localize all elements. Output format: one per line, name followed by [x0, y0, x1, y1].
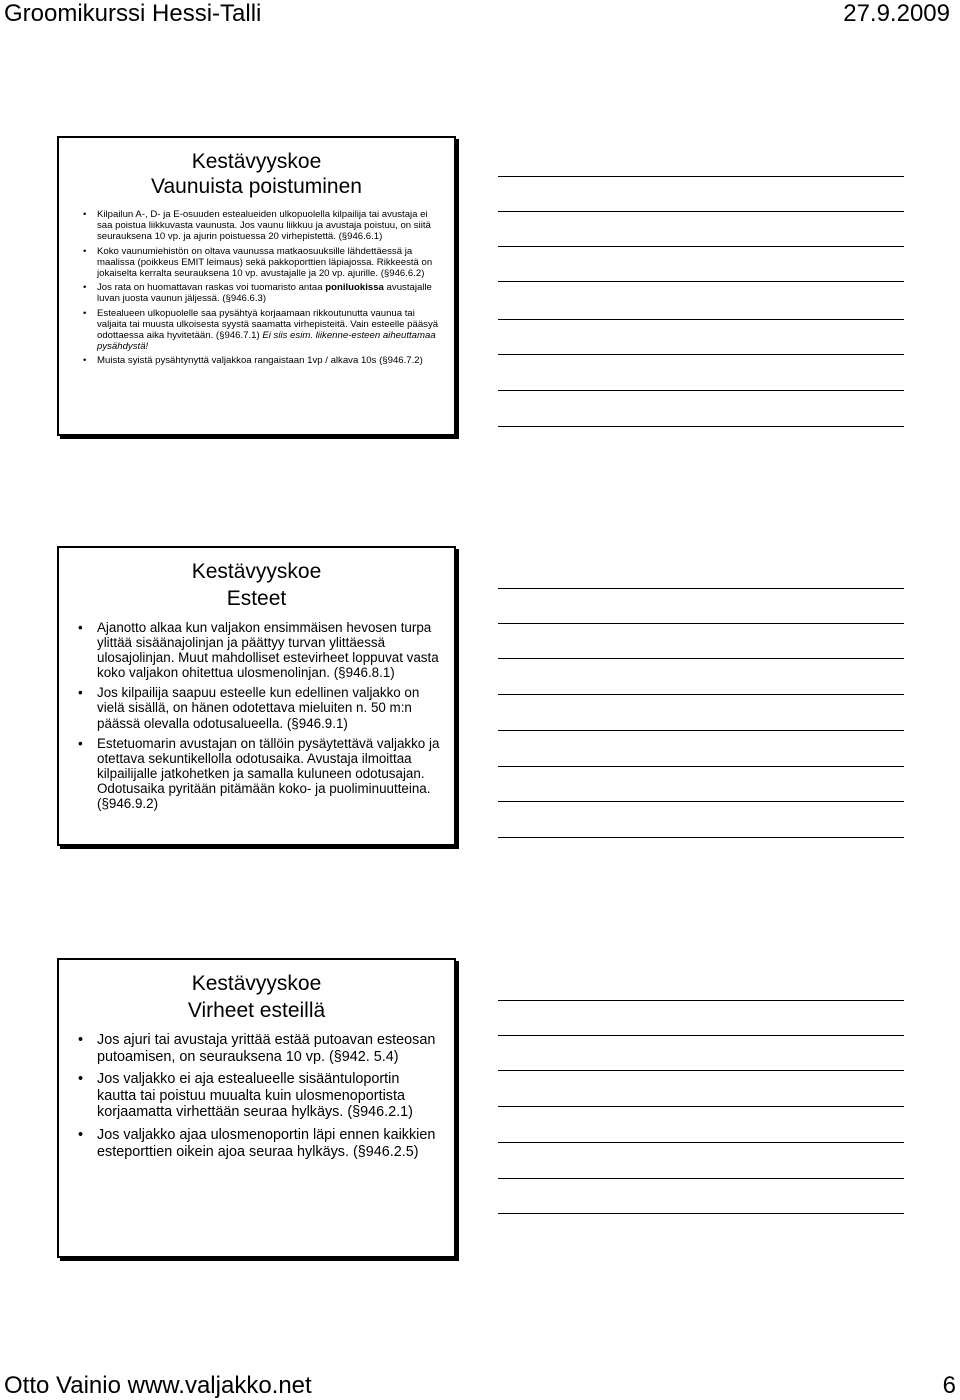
document-title: Groomikurssi Hessi-Talli: [4, 0, 262, 27]
note-line: [498, 588, 904, 589]
note-line: [498, 176, 904, 177]
page-number: 6: [942, 1372, 956, 1399]
footer-author: Otto Vainio www.valjakko.net: [4, 1372, 312, 1399]
bullet-item: • Jos kilpailija saapuu esteelle kun edellinen valjakko on vielä sisällä, on hänen odotettava mieluiten n. 50 m:n päässä olevalla odotusalueella. (§946.9.1): [97, 685, 442, 730]
note-line: [498, 1178, 904, 1179]
bullet-item: • Jos valjakko ajaa ulosmenoportin läpi ennen kaikkien esteporttien oikein ajoa seuraa hylkäys. (§946.2.5): [97, 1127, 442, 1160]
note-line: [498, 390, 904, 391]
bullet-item: • Estealueen ulkopuolelle saa pysähtyä korjaamaan rikkoutunutta vaunua tai valjaita tai muusta ulkoisesta syystä saamatta virhepisteitä. Vain esteelle pääsyä odottaessa aika hyvitetään. (§946.7.1) Ei siis esim. liikenne-esteen aiheuttamaa pysähdystä!: [97, 308, 444, 353]
slide-title: [59, 548, 454, 612]
note-line: [498, 319, 904, 320]
bold-term: poniluokissa: [325, 282, 384, 294]
bullet-item: • Jos valjakko ei aja estealueelle sisääntuloportin kautta tai poistuu muualta kuin ulosmenoportista korjaamatta virhettään seuraa hylkäys. (§946.2.1): [97, 1071, 442, 1121]
bullet-list: [59, 1032, 454, 1160]
note-line: [498, 658, 904, 659]
slide-title-line1: Kestävyyskoe: [191, 560, 322, 583]
note-line: [498, 694, 904, 695]
bullet-list: [59, 209, 454, 367]
document-date: 27.9.2009: [843, 0, 950, 27]
bullet-item: • Kilpailun A-, D- ja E-osuuden estealueiden ulkopuolella kilpailija tai avustaja ei saa poistua liikkuvasta vaunusta. Jos vaunu liikkuu ja avustaja poistuu, on siitä seurauksena 10 vp. ja ajurin poistuessa 20 virhepistettä. (§946.6.1): [97, 209, 444, 243]
bullet-list: [59, 620, 454, 811]
slide-vaunuista-poistuminen: [57, 136, 456, 436]
slide-title-line1: Kestävyyskoe: [191, 972, 322, 995]
slide-virheet-esteilla: [57, 958, 456, 1258]
bullet-item: • Koko vaunumiehistön on oltava vaunussa matkaosuuksille lähdettäessä ja maalissa (poikkeus EMIT leimaus) sekä pakkoporttien läpiajossa. Rikkeestä on jokaiselta kerralta seurauksena 10 vp. avustajalle ja 20 vp. ajurille. (§946.6.2): [97, 246, 444, 280]
note-line: [498, 730, 904, 731]
note-line: [498, 1035, 904, 1036]
slide-title: [59, 960, 454, 1024]
slide-title-line2: Vaunuista poistuminen: [151, 175, 362, 198]
slide-title-line1: Kestävyyskoe: [191, 150, 322, 173]
bullet-item: • Muista syistä pysähtynyttä valjakkoa rangaistaan 1vp / alkava 10s (§946.7.2): [97, 355, 444, 366]
slide-title-line2: Virheet esteillä: [187, 999, 326, 1022]
bullet-item: • Ajanotto alkaa kun valjakon ensimmäisen hevosen turpa ylittää sisäänajolinjan ja päättyy turvan ylittäessä ulosajolinjan. Muut mahdolliset estevirheet loppuvat vasta koko valjakon ohitettua ulosmenolinjan. (§946.8.1): [97, 620, 442, 680]
note-line: [498, 801, 904, 802]
slide-title-line2: Esteet: [226, 587, 287, 610]
note-line: [498, 1000, 904, 1001]
note-line: [498, 1142, 904, 1143]
note-line: [498, 1070, 904, 1071]
bullet-item: • Estetuomarin avustajan on tällöin pysäytettävä valjakko ja otettava sekuntikellolla odotusaika. Avustaja ilmoittaa kilpailijalle jatkohetken ja samalla kuluneen odotusajan. Odotusaika pyritään pitämään koko- ja puoliminuutteina. (§946.9.2): [97, 736, 442, 811]
bullet-item: • Jos rata on huomattavan raskas voi tuomaristo antaa poniluokissa avustajalle luvan juosta vaunun jäljessä. (§946.6.3): [97, 282, 444, 304]
note-line: [498, 1106, 904, 1107]
note-line: [498, 766, 904, 767]
note-line: [498, 211, 904, 212]
slide-esteet: [57, 546, 456, 846]
slide-title: [59, 138, 454, 199]
note-line: [498, 1213, 904, 1214]
note-line: [498, 426, 904, 427]
bullet-item: • Jos ajuri tai avustaja yrittää estää putoavan esteosan putoamisen, on seurauksena 10 vp. (§942. 5.4): [97, 1032, 442, 1065]
note-line: [498, 837, 904, 838]
note-line: [498, 354, 904, 355]
note-line: [498, 623, 904, 624]
note-line: [498, 281, 904, 282]
italic-note: Ei siis esim. liikenne-esteen aiheuttamaa pysähdystä!: [97, 330, 436, 353]
note-line: [498, 246, 904, 247]
